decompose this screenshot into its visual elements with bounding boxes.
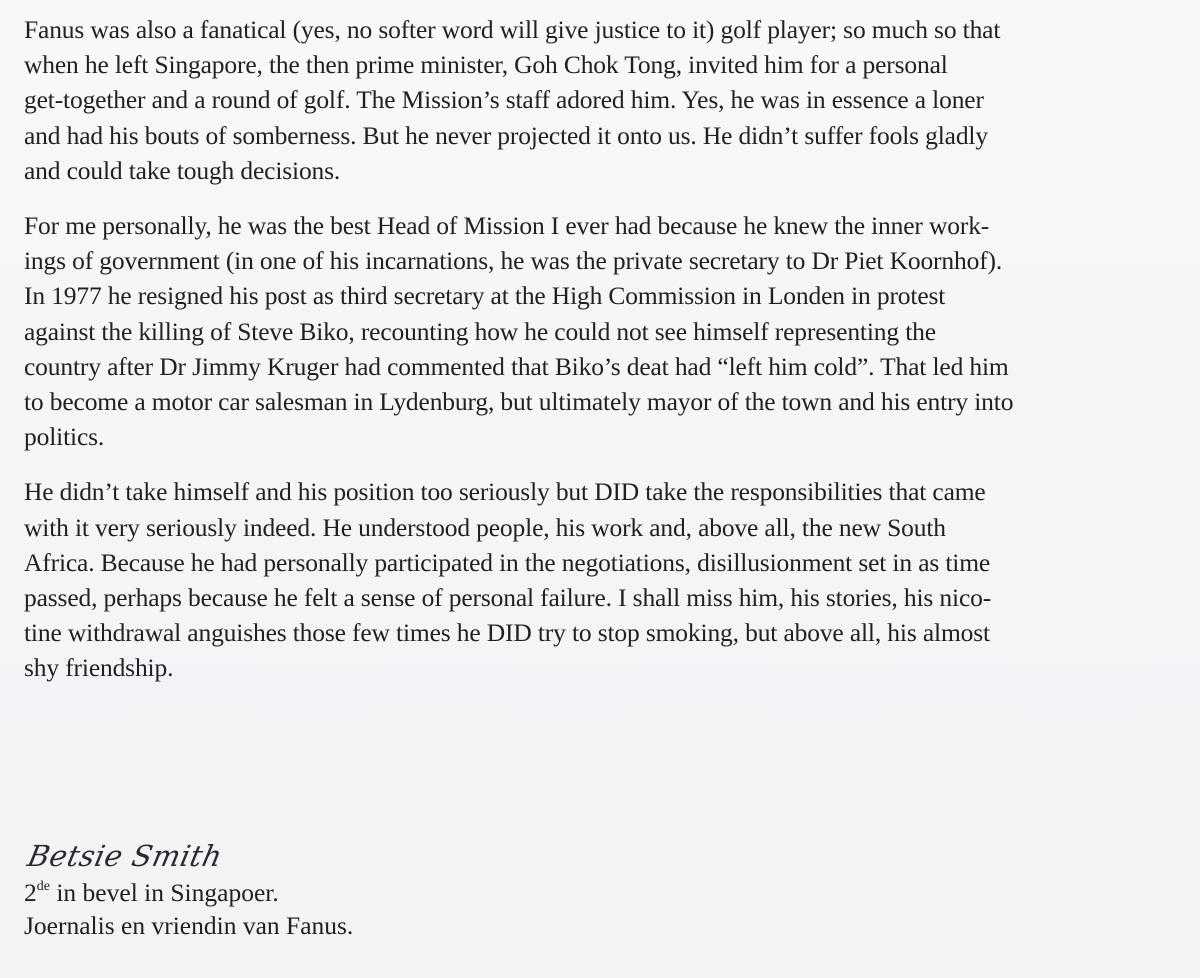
handwritten-signature: Betsie Smith [24,839,226,873]
role-superscript: de [36,879,50,894]
text-line: with it very seriously indeed. He understood people, his work and, above all, the new South [24,512,946,542]
text-line: He didn’t take himself and his position too seriously but DID take the responsibilities that came [24,477,986,507]
text-line: get-together and a round of golf. The Mission’s staff adored him. Yes, he was in essence a loner [24,85,984,115]
text-line: and could take tough decisions. [24,155,341,185]
text-line: In 1977 he resigned his post as third secretary at the High Commission in Londen in protest [24,281,946,311]
text-line: Fanus was also a fanatical (yes, no softer word will give justice to it) golf player; so much so that [24,15,1001,44]
text-line: politics. [24,422,105,452]
paragraph-1 [24,12,1188,188]
text-line: tine withdrawal anguishes those few times he DID try to stop smoking, but above all, his almost [24,618,990,648]
role-prefix: 2 [24,878,37,907]
role-text: in bevel in Singapoer. [49,878,279,907]
text-line: ings of government (in one of his incarnations, he was the private secretary to Dr Piet Koornhof). [24,246,1003,276]
article-body [24,12,1188,706]
text-line: country after Dr Jimmy Kruger had commented that Biko’s deat had “left him cold”. That led him [24,351,1009,381]
text-line: to become a motor car salesman in Lydenburg, but ultimately mayor of the town and his entry into [24,387,1014,417]
text-line: passed, perhaps because he felt a sense of personal failure. I shall miss him, his stories, his nico- [24,583,992,613]
paragraph-3 [24,474,1188,685]
author-affiliation: Joernalis en vriendin van Fanus. [24,911,354,940]
signature-block [24,836,353,942]
author-role [24,876,353,909]
text-line: shy friendship. [24,653,174,683]
paragraph-2 [24,208,1188,454]
text-line: Africa. Because he had personally participated in the negotiations, disillusionment set in as time [24,547,991,577]
text-line: when he left Singapore, the then prime minister, Goh Chok Tong, invited him for a personal [24,50,948,80]
text-line: For me personally, he was the best Head of Mission I ever had because he knew the inner work- [24,211,990,241]
text-line: and had his bouts of somberness. But he never projected it onto us. He didn’t suffer fools gladly [24,120,988,150]
text-line: against the killing of Steve Biko, recounting how he could not see himself representing the [24,316,936,346]
